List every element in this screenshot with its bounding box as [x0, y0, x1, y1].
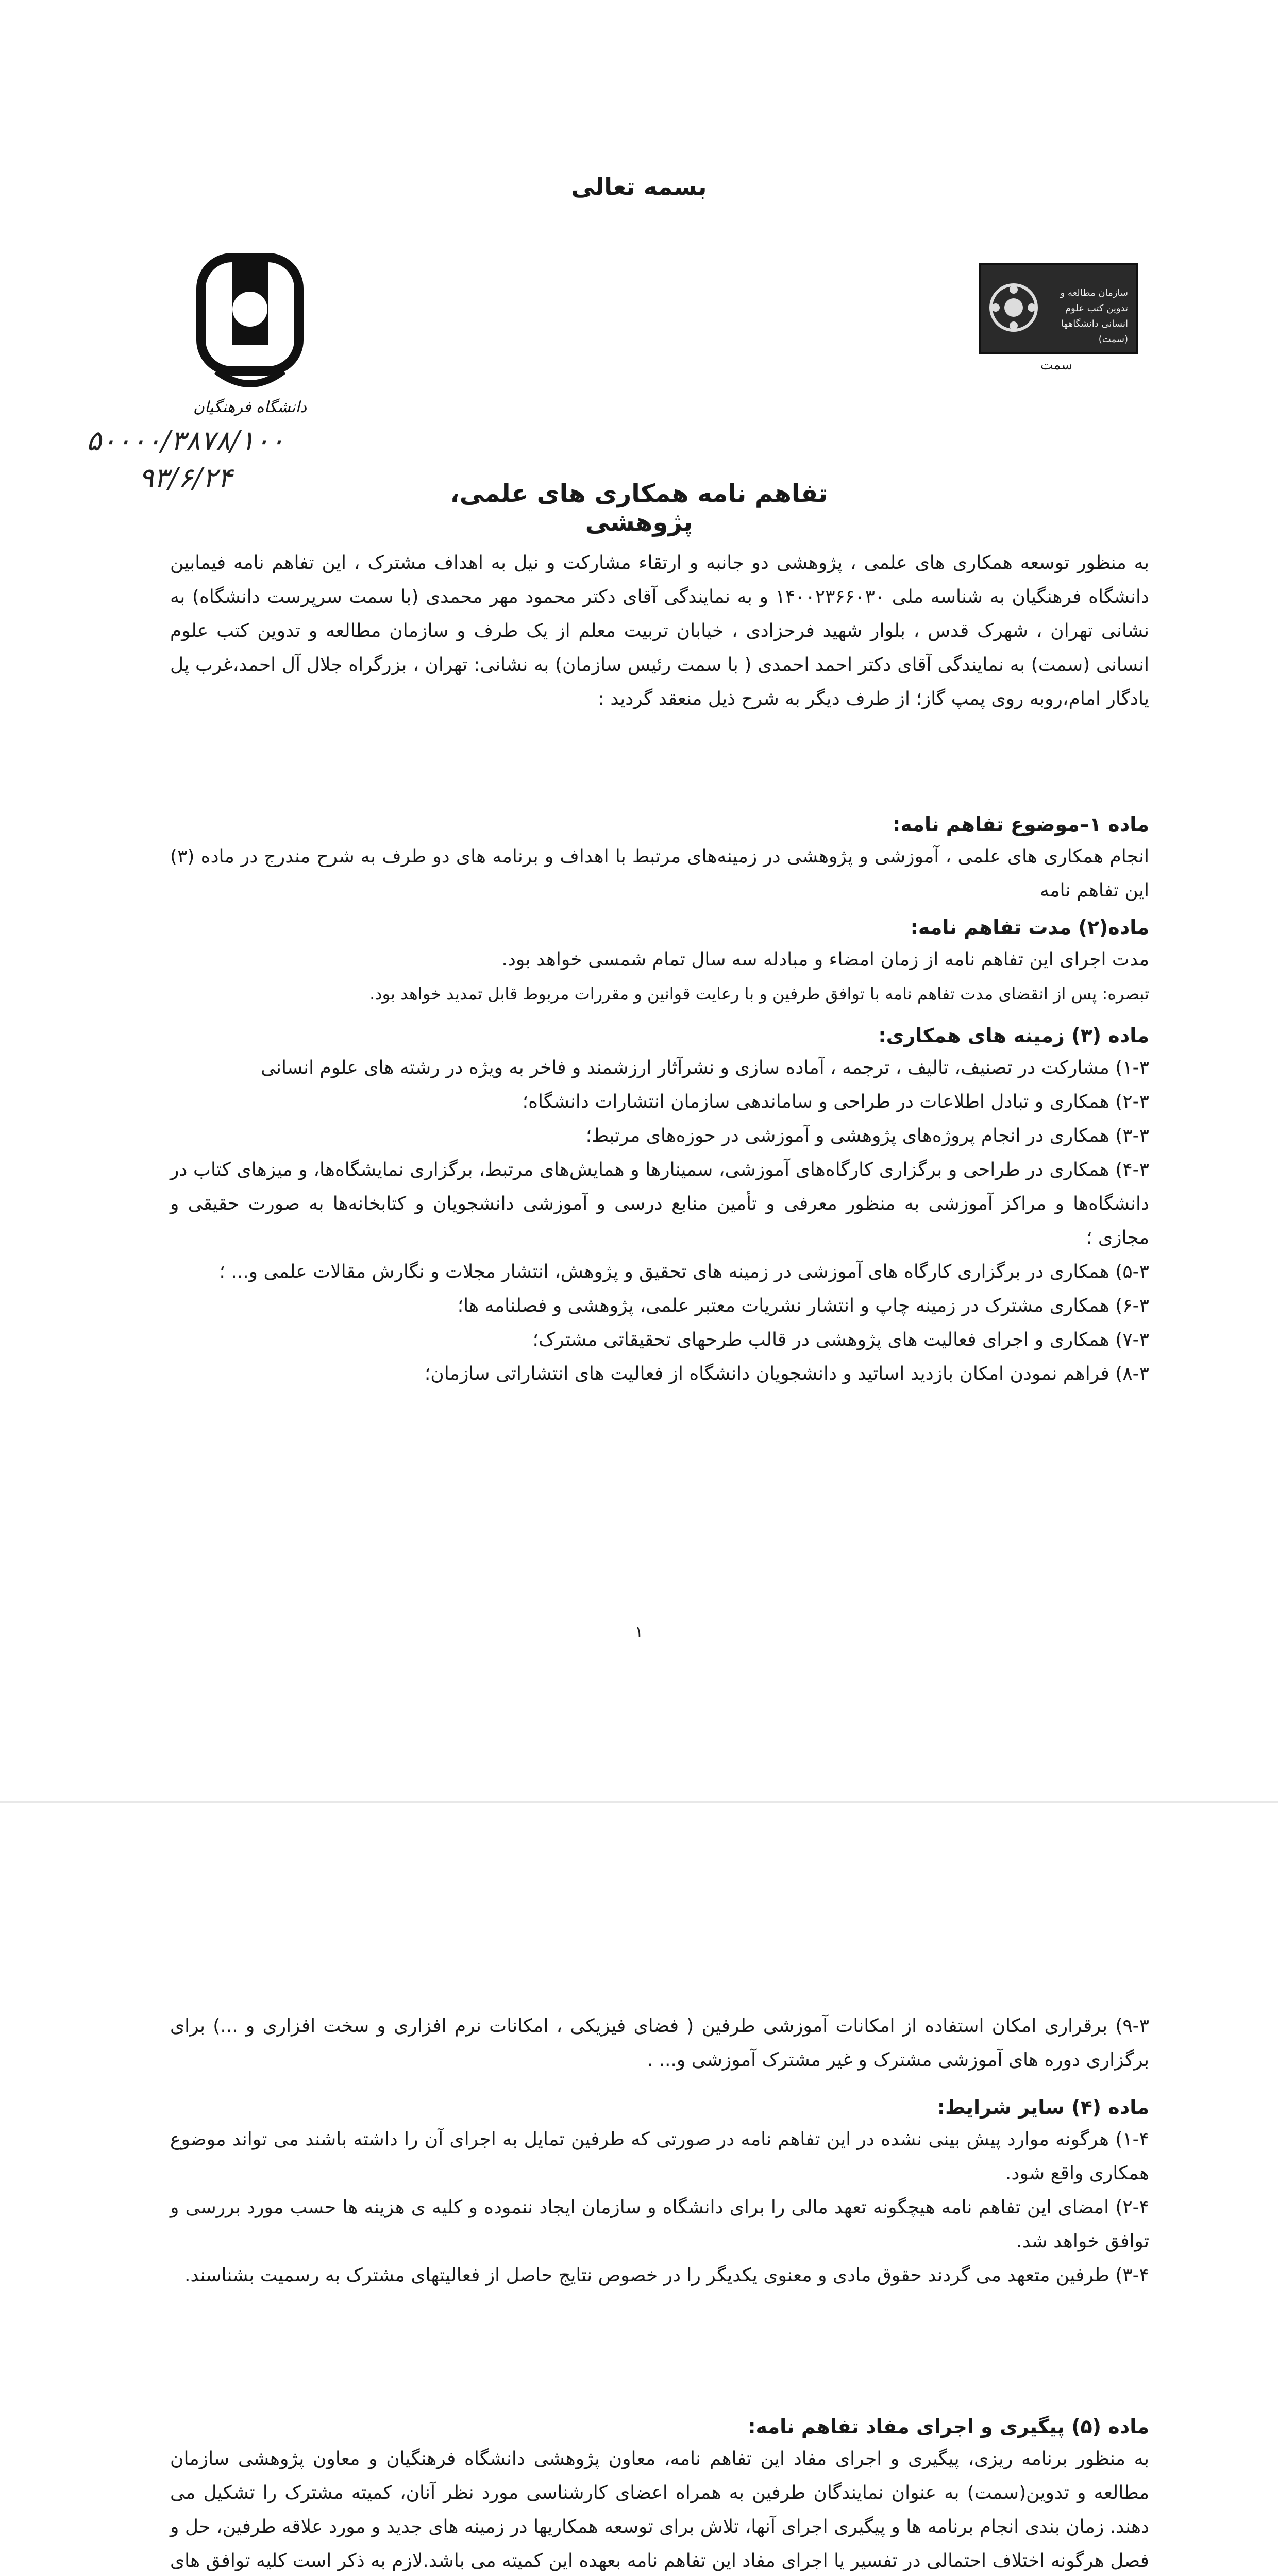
article-1-text: انجام همکاری های علمی ، آموزشی و پژوهشی در زمینه‌های مرتبط با اهداف و برنامه های دو طرف به شرح مندرج در ماده (۳) این تفاهم نامه [170, 846, 1149, 901]
article-5-heading: ماده (۵) پیگیری و اجرای مفاد تفاهم نامه: [748, 2415, 1149, 2438]
list-item: ۲-۳) همکاری و تبادل اطلاعات در طراحی و ساماندهی سازمان انتشارات دانشگاه؛ [522, 1091, 1149, 1112]
letter-date-line: ۹۳/۶/۲۴ [139, 462, 232, 494]
list-item: ۱-۴) هرگونه موارد پیش بینی نشده در این تفاهم نامه در صورتی که طرفین تمایل به اجرای آن را داشته باشند می تواند موضوع همکاری واقع شود. [170, 2129, 1149, 2184]
list-item: ۳-۴) طرفین متعهد می گردند حقوق مادی و معنوی یکدیگر را در خصوص نتایج حاصل از فعالیتهای مشترک به رسمیت بشناسند. [184, 2265, 1149, 2286]
list-item: ۵-۳) همکاری در برگزاری کارگاه های آموزشی در زمینه های تحقیق و پژوهش، انتشار مجلات و نگارش مقالات علمی و... ؛ [219, 1261, 1149, 1282]
samt-logo-mark: سمت [1040, 358, 1073, 373]
list-item: ۸-۳) فراهم نمودن امکان بازدید اساتید و دانشجویان دانشگاه از فعالیت های انتشاراتی سازمان؛ [424, 1363, 1149, 1384]
article-3-list [170, 1051, 1149, 1391]
page-two [0, 1803, 1278, 2576]
article-2-body [170, 943, 1149, 1011]
article-4-heading: ماده (۴) سایر شرایط: [937, 2096, 1149, 2119]
list-item: ۲-۴) امضای این تفاهم نامه هیچگونه تعهد مالی را برای دانشگاه و سازمان ایجاد ننموده و کلیه ی هزینه ها حسب مورد بررسی و توافق خواهد شد. [170, 2197, 1149, 2252]
samt-logo [979, 263, 1134, 376]
article-2-heading: ماده(۲) مدت تفاهم نامه: [910, 916, 1149, 939]
samt-emblem-icon [985, 279, 1042, 336]
article-3-heading: ماده (۳) زمینه های همکاری: [878, 1024, 1149, 1047]
article-2-note: تبصره: پس از انقضای مدت تفاهم نامه با توافق طرفین و با رعایت قوانین و مقررات مربوط قابل تمدید خواهد بود. [369, 984, 1149, 1004]
article-5-text: به منظور برنامه ریزی، پیگیری و اجرای مفاد این تفاهم نامه، معاون پژوهشی دانشگاه فرهنگیان و معاون پژوهشی سازمان مطالعه و تدوین(سمت) به عنوان نمایندگان طرفین به همراه اعضای کارشناسی مورد نظر آنان، کمیته مشترک را تشکیل می دهند. زمان بندی انجام برنامه ها و پیگیری اجرای آنها، تلاش برای توسعه همکاریها در زمینه های جدید و مورد علاقه طرفین، حل و فصل هرگونه اختلاف احتمالی در تفسیر یا اجرای مفاد این تفاهم نامه بعهده این کمیته می باشد.لازم به ذکر است کلیه توافق های [170, 2448, 1149, 2571]
article-4-list [170, 2123, 1149, 2293]
samt-logo-caption: سازمان مطالعه و تدوین کتب علوم انسانی دانشگاهها (سمت) [1060, 287, 1128, 345]
intro-paragraph: به منظور توسعه همکاری های علمی ، پژوهشی دو جانبه و ارتقاء مشارکت و نیل به اهداف مشترک ، این تفاهم نامه فیمابین دانشگاه فرهنگیان به شناسه ملی ۱۴۰۰۲۳۶۶۰۳۰ و به نمایندگی آقای دکتر محمود مهر محمدی (با سمت سرپرست دانشگاه) به نشانی تهران ، شهرک قدس ، بلوار شهید فرحزادی ، خیابان تربیت معلم از یک طرف و سازمان مطالعه و تدوین کتب علوم انسانی (سمت) به نمایندگی آقای دکتر احمد احمدی ( با سمت رئیس سازمان) به نشانی: تهران ، بزرگراه جلال آل احمد،غرب پل یادگار امام،روبه روی پمپ گاز؛ از طرف دیگر به شرح ذیل منعقد گردید : [170, 552, 1150, 709]
list-item: ۱-۳) مشارکت در تصنیف، تالیف ، ترجمه ، آماده سازی و نشرآثار ارزشمند و فاخر به ویژه در رشته های علوم انسانی [260, 1057, 1149, 1078]
letter-number-line: ۵۰۰۰۰/۳۸۷۸/۱۰۰ [86, 425, 285, 457]
document-title: تفاهم نامه همکاری های علمی، پژوهشی [450, 479, 828, 537]
bismillah-heading: بسمه تعالی [571, 173, 707, 200]
page-number: ۱ [634, 1623, 644, 1641]
letter-number [52, 422, 320, 497]
farhangian-logo-icon [186, 247, 314, 422]
article-1-heading: ماده ۱–موضوع تفاهم نامه: [893, 813, 1149, 836]
university-logo [186, 247, 314, 422]
list-item: ۴-۳) همکاری در طراحی و برگزاری کارگاه‌های آموزشی، سمینارها و همایش‌های مرتبط، برگزاری نمایشگاه‌ها، و میزهای کتاب در دانشگاه‌ها و مراکز آموزشی به منظور معرفی و تأمین منابع درسی و آموزشی دانشجویان و کتابخانه‌ها به صورت حقیقی و مجازی ؛ [170, 1159, 1149, 1248]
university-logo-caption: دانشگاه فرهنگیان [193, 398, 307, 416]
list-item: ۷-۳) همکاری و اجرای فعالیت های پژوهشی در قالب طرحهای تحقیقاتی مشترک؛ [532, 1329, 1149, 1350]
samt-logo-box [979, 263, 1138, 354]
list-item: ۳-۳) همکاری در انجام پروژه‌های پژوهشی و آموزشی در حوزه‌های مرتبط؛ [585, 1125, 1149, 1146]
article-2-text: مدت اجرای این تفاهم نامه از زمان امضاء و مبادله سه سال تمام شمسی خواهد بود. [501, 949, 1149, 970]
list-item: ۶-۳) همکاری مشترک در زمینه چاپ و انتشار نشریات معتبر علمی، پژوهشی و فصلنامه ها؛ [457, 1295, 1149, 1316]
article-3-item-9: ۹-۳) برقراری امکان استفاده از امکانات آموزشی طرفین ( فضای فیزیکی ، امکانات نرم افزاری و سخت افزاری و ...) برای برگزاری دوره های آموزشی مشترک و غیر مشترک آموزشی و... . [170, 2015, 1149, 2071]
